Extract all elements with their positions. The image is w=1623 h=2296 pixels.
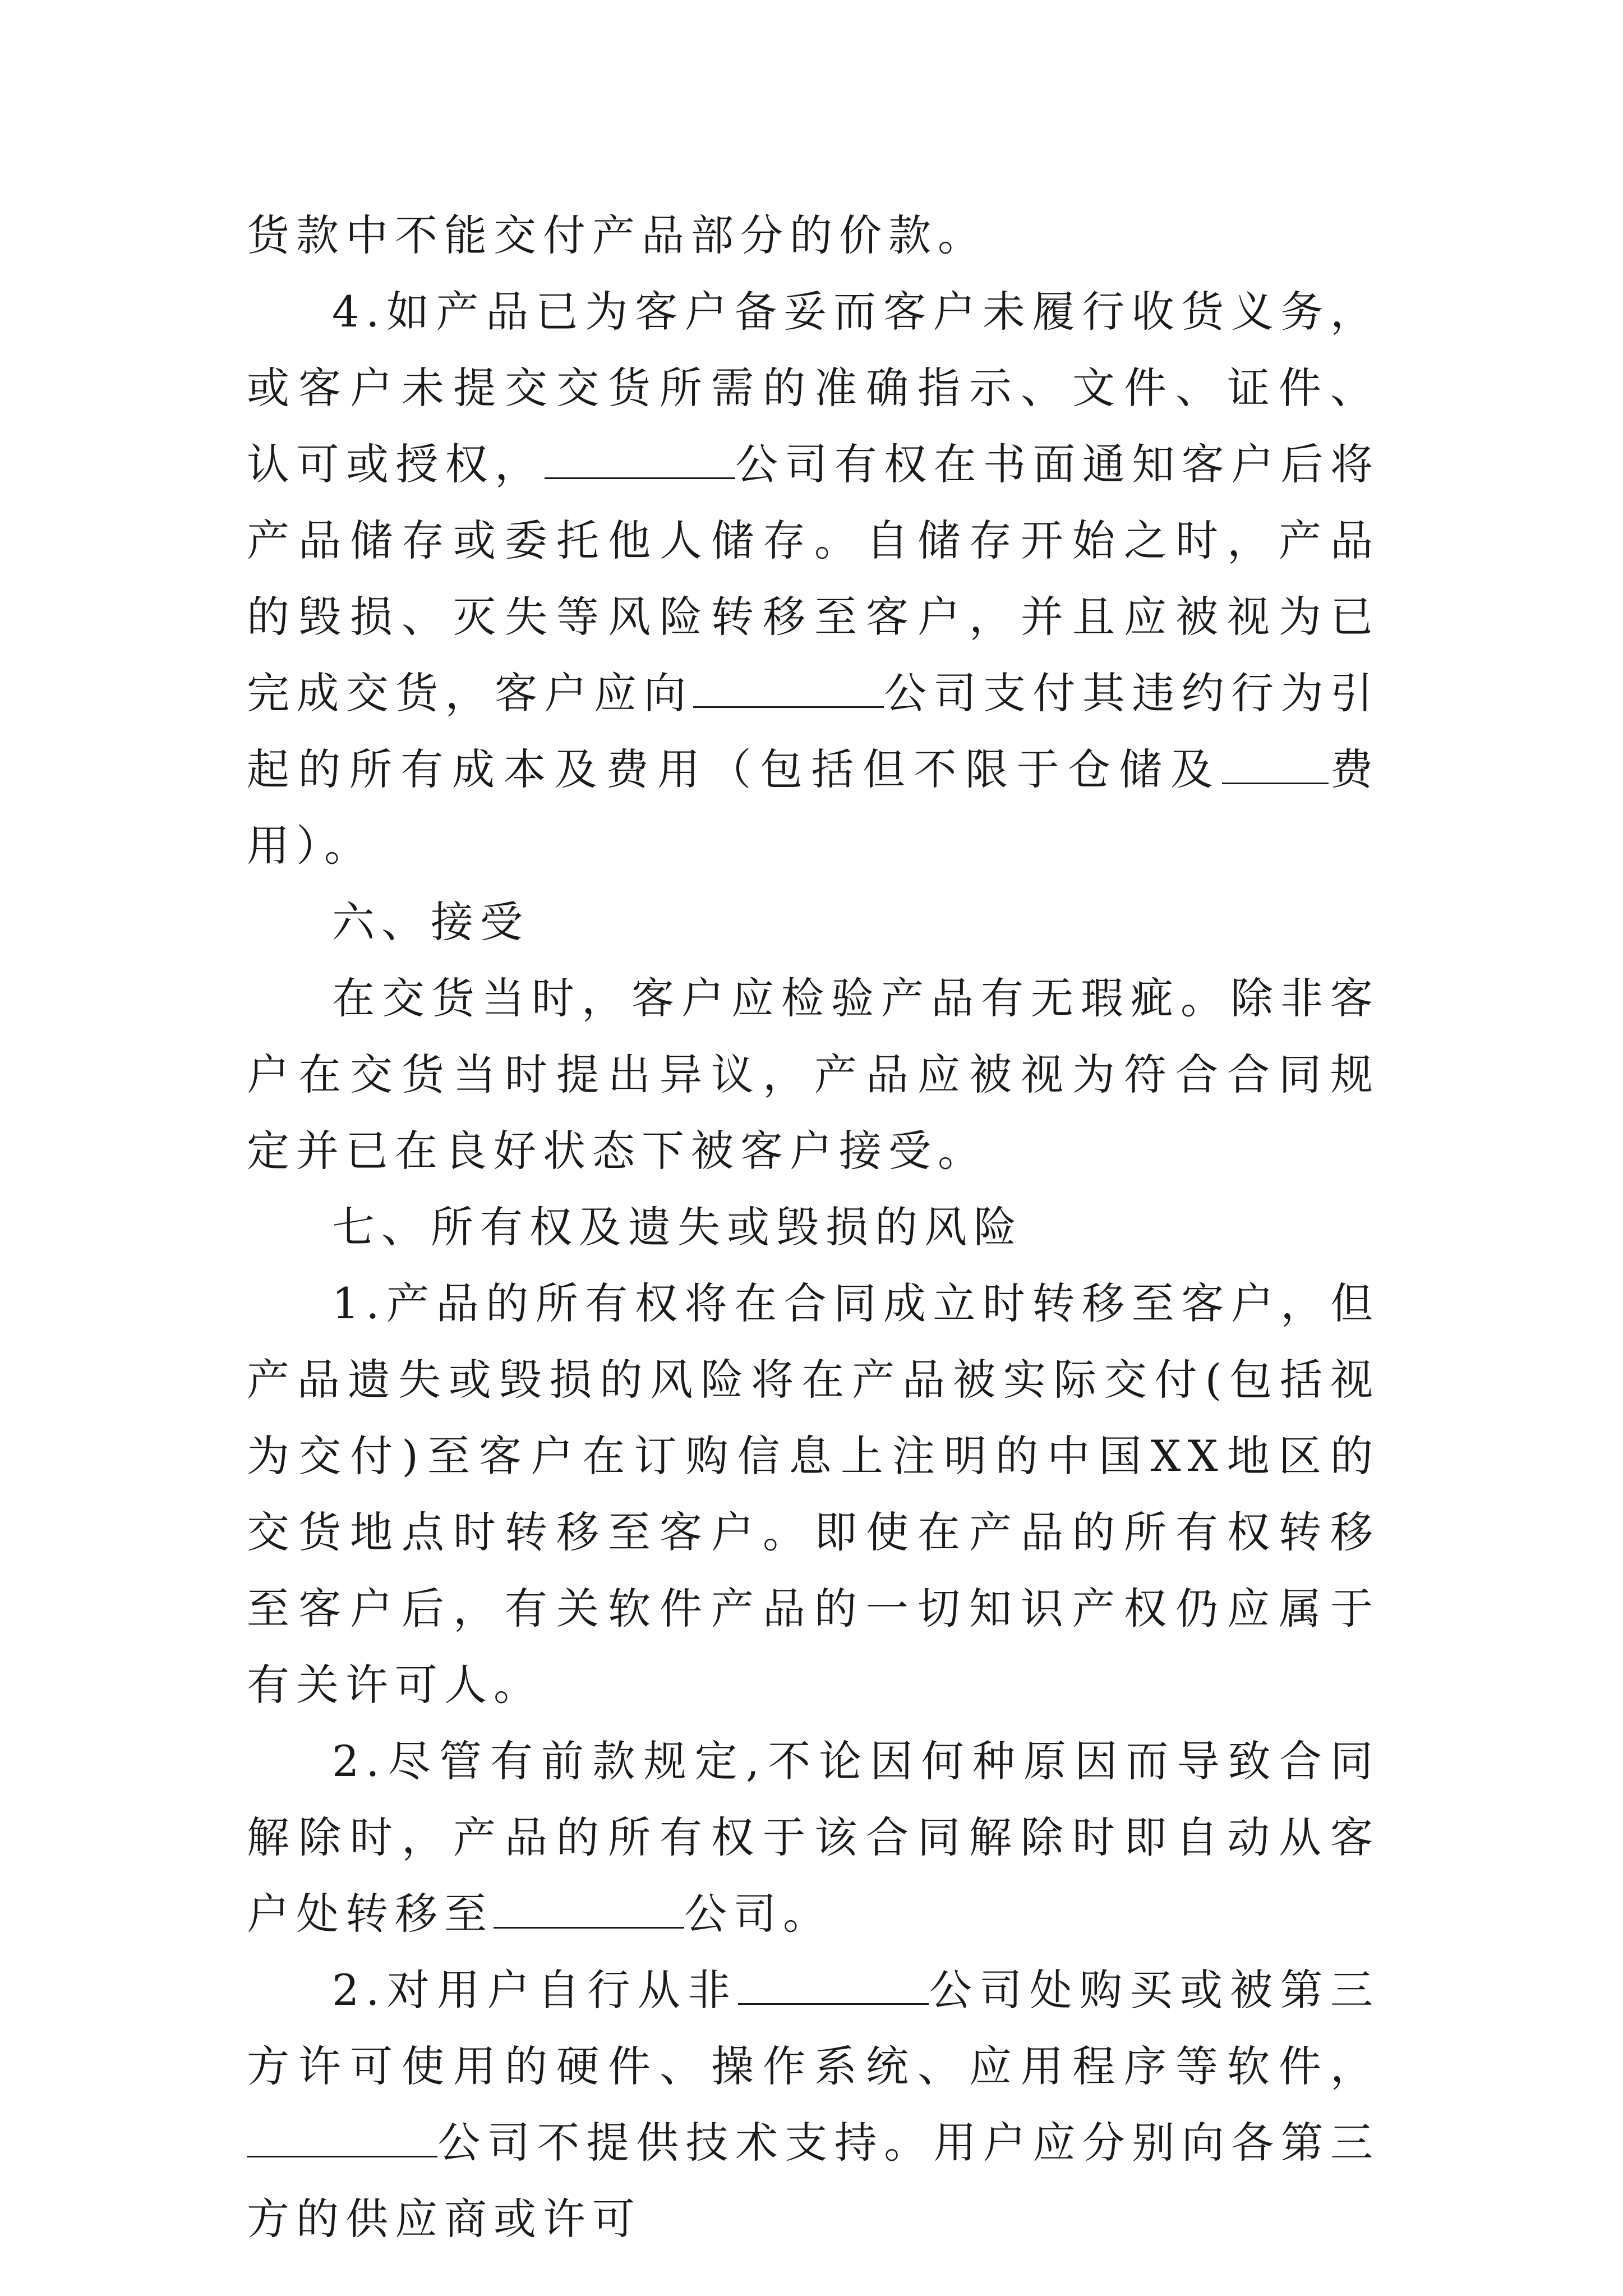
- fill-in-blank: [494, 1888, 684, 1929]
- section-heading: [247, 884, 1380, 960]
- paragraph-text: 费用）。: [247, 744, 1380, 871]
- paragraph-text: 公司。: [684, 1889, 832, 1939]
- paragraph-text: 公司处购买或被第三方许可使用的硬件、操作系统、应用程序等软件，: [247, 1965, 1380, 2091]
- body-paragraph: [247, 197, 1380, 274]
- fill-in-blank: [738, 1964, 929, 2005]
- section-heading: [247, 1189, 1380, 1266]
- paragraph-text: 公司有权在书面通知客户后将产品储存或委托他人储存。自储存开始之时，产品的毁损、灭失等风险转移至客户，并且应被视为已完成交货，客户应向: [247, 439, 1380, 718]
- body-paragraph: [247, 274, 1380, 884]
- paragraph-text: 在交货当时，客户应检验产品有无瑕疵。除非客户在交货当时提出异议，产品应被视为符合合同规定并已在良好状态下被客户接受。: [247, 973, 1380, 1176]
- paragraph-text: 六、接受: [332, 897, 529, 947]
- paragraph-text: 4.如产品已为客户备妥而客户未履行收货义务，或客户未提交交货所需的准确指示、文件、证件、认可或授权，: [247, 287, 1380, 489]
- body-paragraph: [247, 1723, 1380, 1952]
- document-body: [247, 197, 1380, 2257]
- paragraph-text: 七、所有权及遗失或毁损的风险: [332, 1202, 1023, 1252]
- paragraph-text: 1.产品的所有权将在合同成立时转移至客户，但产品遗失或毁损的风险将在产品被实际交付(包括视为交付)至客户在订购信息上注明的中国XX地区的交货地点时转移至客户。即使在产品的所有权转移至客户后，有关软件产品的一切知识产权仍应属于有关许可人。: [247, 1278, 1380, 1710]
- body-paragraph: [247, 1266, 1380, 1723]
- paragraph-text: 公司不提供技术支持。用户应分别向各第三方的供应商或许可: [247, 2118, 1380, 2244]
- fill-in-blank: [693, 667, 884, 708]
- paragraph-text: 公司支付其违约行为引起的所有成本及费用（包括但不限于仓储及: [247, 668, 1380, 794]
- body-paragraph: [247, 1952, 1380, 2257]
- paragraph-text: 货款中不能交付产品部分的价款。: [247, 210, 987, 260]
- paragraph-text: 2.尽管有前款规定,不论因何种原因而导致合同解除时，产品的所有权于该合同解除时即自动从客户处转移至: [247, 1736, 1380, 1939]
- fill-in-blank: [545, 438, 735, 479]
- paragraph-text: 2.对用户自行从非: [332, 1965, 738, 2015]
- fill-in-blank: [1222, 743, 1329, 784]
- body-paragraph: [247, 960, 1380, 1189]
- fill-in-blank: [247, 2116, 437, 2157]
